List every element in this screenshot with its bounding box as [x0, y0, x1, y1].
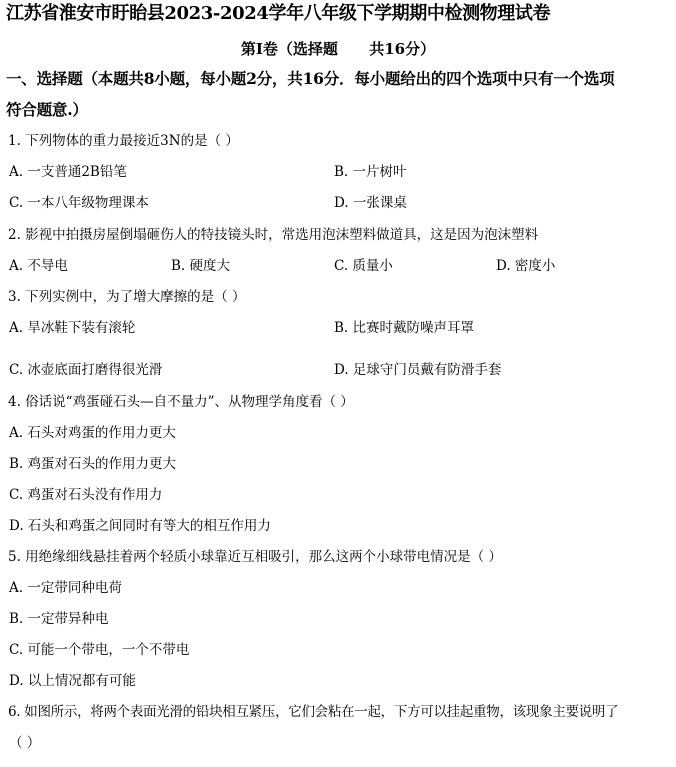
- question-5-option-c: C. 可能一个带电，一个不带电: [9, 642, 190, 658]
- question-1-option-d: D. 一张课桌: [334, 195, 407, 211]
- exam-title: 江苏省淮安市盱眙县2023-2024学年八年级下学期期中检测物理试卷: [6, 3, 551, 24]
- question-1-option-b: B. 一片树叶: [334, 164, 407, 180]
- question-3-option-c: C. 冰壶底面打磨得很光滑: [9, 362, 163, 378]
- question-4-option-a: A. 石头对鸡蛋的作用力更大: [9, 425, 176, 441]
- question-3-stem: 3. 下列实例中，为了增大摩擦的是（ ）: [8, 289, 246, 305]
- question-6-stem: 6. 如图所示，将两个表面光滑的铅块相互紧压，它们会粘在一起，下方可以挂起重物，该现象主要说明了: [8, 704, 619, 720]
- question-4-option-c: C. 鸡蛋对石头没有作用力: [9, 487, 163, 503]
- question-1-option-c: C. 一本八年级物理课本: [9, 195, 149, 211]
- question-2-option-c: C. 质量小: [334, 258, 393, 274]
- part-heading: 第I卷（选择题 共16分）: [240, 40, 436, 58]
- question-3-option-d: D. 足球守门员戴有防滑手套: [334, 362, 502, 378]
- question-3-option-a: A. 旱冰鞋下装有滚轮: [9, 320, 136, 336]
- question-5-stem: 5. 用绝缘细线悬挂着两个轻质小球靠近互相吸引，那么这两个小球带电情况是（ ）: [8, 549, 502, 565]
- question-5-option-d: D. 以上情况都有可能: [9, 673, 136, 689]
- question-6-stem-continuation: （ ）: [9, 735, 41, 751]
- question-1-stem: 1. 下列物体的重力最接近3N的是（ ）: [8, 133, 239, 149]
- question-4-stem: 4. 俗话说“鸡蛋碰石头—自不量力”、从物理学角度看（ ）: [8, 394, 354, 410]
- question-2-option-d: D. 密度小: [496, 258, 556, 274]
- question-2-option-b: B. 硬度大: [171, 258, 231, 274]
- question-4-option-b: B. 鸡蛋对石头的作用力更大: [9, 456, 177, 472]
- question-5-option-a: A. 一定带同种电荷: [9, 580, 122, 596]
- question-2-option-a: A. 不导电: [9, 258, 68, 274]
- question-2-stem: 2. 影视中拍摄房屋倒塌砸伤人的特技镜头时，常选用泡沫塑料做道具，这是因为泡沫塑料: [8, 227, 539, 243]
- question-5-option-b: B. 一定带异种电: [9, 611, 109, 627]
- question-1-option-a: A. 一支普通2B铅笔: [9, 164, 127, 180]
- question-4-option-d: D. 石头和鸡蛋之间同时有等大的相互作用力: [9, 518, 271, 534]
- section-heading-line-1: 一、选择题（本题共8小题，每小题2分，共16分．每小题给出的四个选项中只有一个选项: [6, 69, 615, 88]
- question-3-option-b: B. 比赛时戴防噪声耳罩: [334, 320, 475, 336]
- section-heading-line-2: 符合题意.）: [6, 100, 88, 119]
